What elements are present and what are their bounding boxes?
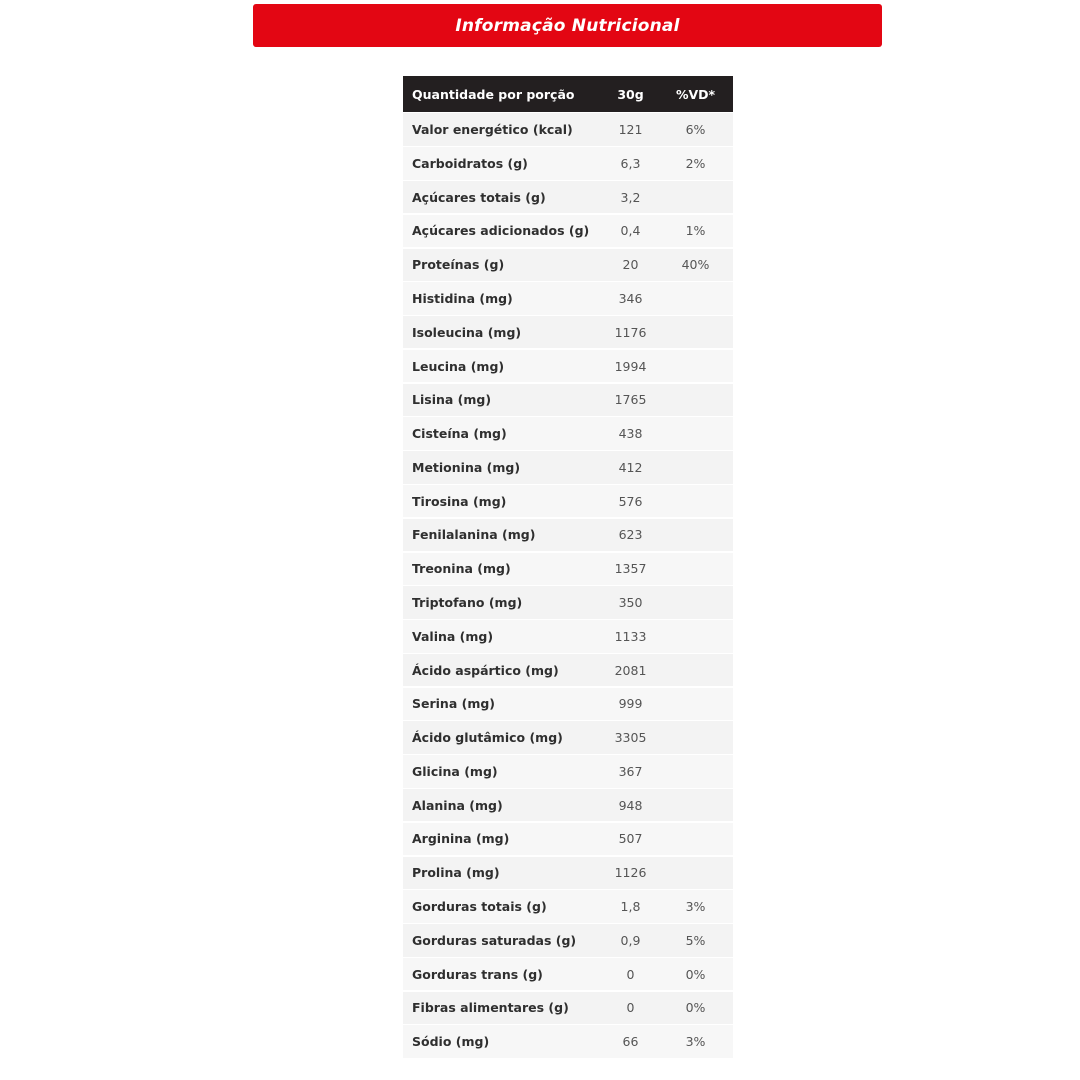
nutrient-amount: 1176 [614,324,647,340]
header-dv: %VD* [675,86,716,102]
table-row [403,485,733,517]
nutrient-label: Cisteína (mg) [412,426,507,442]
nutrient-dv: 0% [685,1000,706,1016]
nutrient-label: Fenilalanina (mg) [412,527,536,543]
table-row [403,384,733,416]
nutrient-amount: 1994 [614,358,647,374]
nutrient-label: Valor energético (kcal) [412,122,573,138]
table-row [403,553,733,585]
nutrient-amount: 948 [618,797,643,813]
nutrient-amount: 412 [618,459,643,475]
nutrient-label: Histidina (mg) [412,290,513,306]
nutrient-label: Serina (mg) [412,696,496,712]
nutrient-label: Glicina (mg) [412,763,498,779]
nutrient-amount: 438 [618,426,643,442]
nutrient-amount: 2081 [614,662,647,678]
nutrient-amount: 367 [618,763,643,779]
table-row [403,147,733,179]
header-label: Quantidade por porção [412,86,575,102]
nutrient-amount: 121 [618,122,643,138]
table-row [403,721,733,753]
table-row [403,823,733,855]
nutrient-label: Açúcares totais (g) [412,189,546,205]
table-row [403,451,733,483]
nutrient-label: Fibras alimentares (g) [412,1000,569,1016]
table-row [403,316,733,348]
table-row [403,215,733,247]
table-row [403,620,733,652]
table-row [403,282,733,314]
table-row [403,924,733,956]
nutrient-label: Gorduras trans (g) [412,966,543,982]
nutrient-dv: 0% [685,966,706,982]
table-row [403,417,733,449]
table-row [403,181,733,213]
nutrient-label: Tirosina (mg) [412,493,507,509]
nutrient-amount: 1133 [614,628,647,644]
nutrient-amount: 1765 [614,392,647,408]
table-body [403,113,733,1057]
nutrient-label: Alanina (mg) [412,797,503,813]
nutrient-dv: 5% [685,932,706,948]
header-amount: 30g [617,86,644,102]
nutrient-dv: 3% [685,1034,706,1050]
nutrient-dv: 3% [685,899,706,915]
nutrient-label: Triptofano (mg) [412,595,523,611]
table-row [403,688,733,720]
nutrient-amount: 350 [618,595,643,611]
nutrient-amount: 576 [618,493,643,509]
table-row [403,890,733,922]
nutrient-label: Metionina (mg) [412,459,521,475]
nutrient-label: Sódio (mg) [412,1034,490,1050]
table-row [403,992,733,1024]
nutrient-label: Gorduras totais (g) [412,899,547,915]
nutrient-dv: 2% [685,155,706,171]
table-header [403,76,733,112]
nutrient-amount: 0 [626,1000,635,1016]
nutrient-amount: 346 [618,290,643,306]
nutrient-label: Isoleucina (mg) [412,324,522,340]
table-row [403,755,733,787]
nutrient-amount: 0,4 [620,223,641,239]
nutrient-label: Açúcares adicionados (g) [412,223,590,239]
table-row [403,519,733,551]
nutrition-table [403,76,733,1058]
nutrient-label: Treonina (mg) [412,561,511,577]
nutrient-label: Proteínas (g) [412,257,505,273]
nutrient-amount: 20 [622,257,639,273]
nutrient-amount: 6,3 [620,155,641,171]
nutrient-amount: 999 [618,696,643,712]
nutrient-label: Leucina (mg) [412,358,505,374]
nutrient-label: Arginina (mg) [412,831,510,847]
nutrient-amount: 623 [618,527,643,543]
table-row [403,789,733,821]
table-row [403,350,733,382]
nutrient-label: Ácido aspártico (mg) [412,662,559,678]
nutrient-amount: 1,8 [620,899,641,915]
nutrient-amount: 1357 [614,561,647,577]
nutrient-label: Prolina (mg) [412,865,500,881]
nutrient-amount: 3,2 [620,189,641,205]
table-row [403,958,733,990]
nutrient-label: Valina (mg) [412,628,494,644]
nutrient-dv: 40% [681,257,710,273]
table-row [403,113,733,145]
nutrition-banner [253,4,882,47]
nutrient-amount: 507 [618,831,643,847]
table-row [403,1025,733,1057]
table-row [403,249,733,281]
nutrient-label: Gorduras saturadas (g) [412,932,577,948]
nutrient-dv: 6% [685,122,706,138]
nutrient-label: Carboidratos (g) [412,155,528,171]
table-row [403,857,733,889]
nutrient-dv: 1% [685,223,706,239]
nutrient-amount: 0 [626,966,635,982]
nutrient-amount: 1126 [614,865,647,881]
table-row [403,654,733,686]
nutrient-label: Ácido glutâmico (mg) [412,730,563,746]
nutrient-label: Lisina (mg) [412,392,492,408]
banner-title: Informação Nutricional [455,15,680,36]
nutrient-amount: 66 [622,1034,639,1050]
table-row [403,586,733,618]
nutrient-amount: 3305 [614,730,647,746]
nutrient-amount: 0,9 [620,932,641,948]
